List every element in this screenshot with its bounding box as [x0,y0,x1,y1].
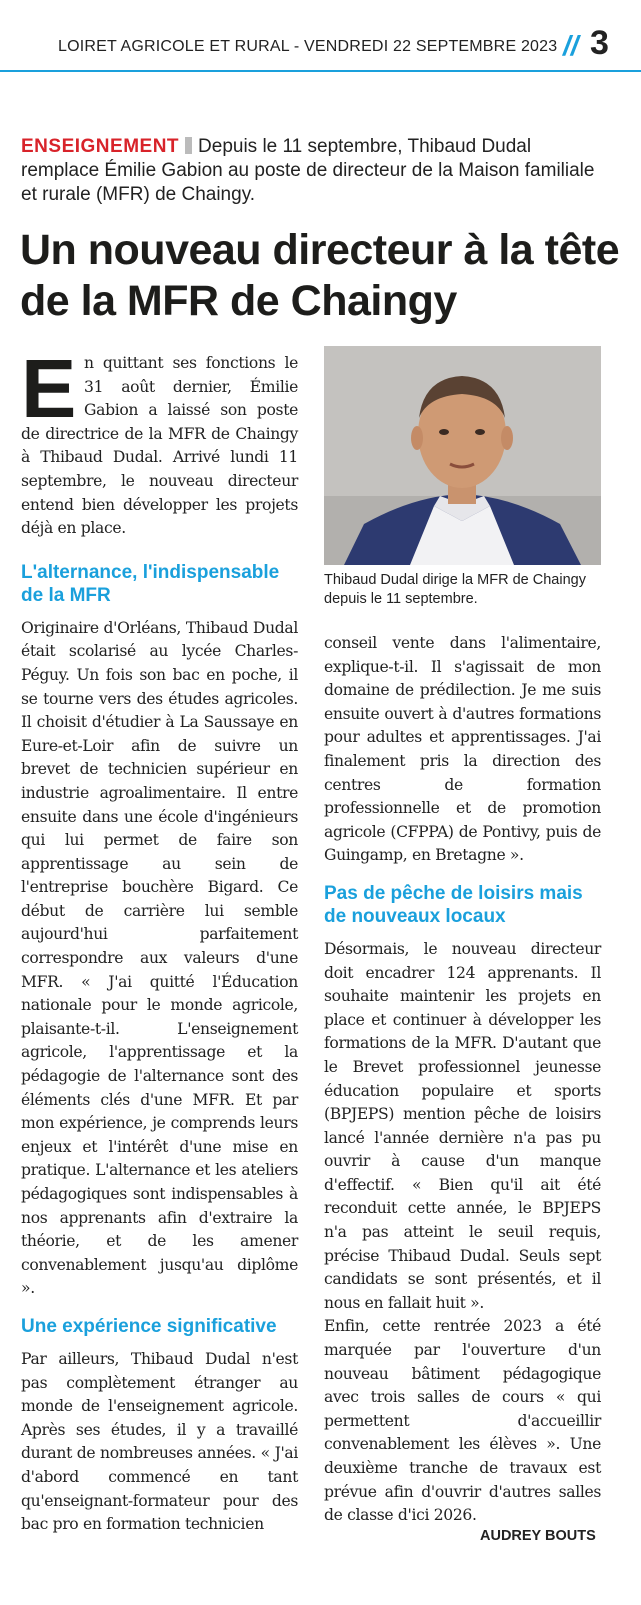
kicker [21,135,611,207]
kicker-text: Depuis le 11 septembre, Thibaud Dudal remplace Émilie Gabion au poste de directeur de la Maison familiale et rurale (MFR) de Chaingy. [21,136,595,205]
page-header [0,0,641,74]
paragraph-experience: Par ailleurs, Thibaud Dudal n'est pas complètement étranger au monde de l'enseignement agricole. Après ses études, il y a travaillé durant de nombreuses années. « J'ai d'abord commencé en tant qu'enseignant-formateur pour des bac pro en formation technicien [21,1349,298,1534]
photo-block [324,346,601,609]
publication-line: LOIRET AGRICOLE ET RURAL - VENDREDI 22 SEPTEMBRE 2023 [58,38,558,55]
drop-cap: E [21,342,77,435]
intro-text: n quittant ses fonctions le 31 août dernier, Émilie Gabion a laissé son poste de directrice de la MFR de Chaingy à Thibaud Dudal. Arrivé lundi 11 septembre, le nouveau directeur entend bien développer les projets déjà en place. [21,354,298,538]
slash-ornament: // [563,30,579,61]
page-number: 3 [590,24,609,62]
left-column [21,342,298,1537]
portrait-illustration [324,346,601,565]
headline: Un nouveau directeur à la tête de la MFR de Chaingy [20,226,620,325]
subheading-peche: Pas de pêche de loisirs mais de nouveaux locaux [324,882,583,927]
paragraph-peche-2: Enfin, cette rentrée 2023 a été marquée par l'ouverture d'un nouveau bâtiment pédagogique avec trois salles de cours « qui permettent d'accueillir convenablement les élèves ». Une deuxième tranche de travaux est prévue afin d'ouvrir d'autres salles de classe d'ici 2026. [324,1317,601,1525]
author-signature: AUDREY BOUTS [480,1528,596,1544]
paragraph-experience-continued: conseil vente dans l'alimentaire, explique-t-il. Il s'agissait de mon domaine de prédilection. Je me suis ensuite ouvert à d'autres formations pour adultes et apprentissages. J'ai finalement pris la direction des centres de formation professionnelle et de promotion agricole (CFPPA) de Pontivy, puis de Guingamp, en Bretagne ». [324,634,601,865]
subheading-experience: Une expérience significative [21,1315,277,1337]
subheading-alternance: L'alternance, l'indispensable de la MFR [21,561,280,606]
paragraph-peche-1: Désormais, le nouveau directeur doit encadrer 124 apprenants. Il souhaite maintenir les projets en place et continuer à développer les formations de la MFR. D'autant que le Brevet professionnel jeunesse éducation populaire et sports (BPJEPS) mention pêche de loisirs lancé l'année dernière n'a pas pu ouvrir à cause d'un manque d'effectif. « Bien qu'il ait été reconduit cette année, le BPJEPS n'a pas atteint le seuil requis, précise Thibaud Dudal. Seuls sept candidats se sont présentés, et il nous en fallait huit ». [324,939,601,1312]
photo-caption: Thibaud Dudal dirige la MFR de Chaingy depuis le 11 septembre. [324,572,586,607]
kicker-separator [185,137,192,154]
portrait-photo [324,346,601,565]
header-rule [0,70,641,72]
kicker-label: ENSEIGNEMENT [21,136,180,157]
right-column [324,632,601,1528]
intro-paragraph [21,342,298,541]
paragraph-alternance: Originaire d'Orléans, Thibaud Dudal était scolarisé au lycée Charles-Péguy. Un fois son bac en poche, il se tourne vers des études agricoles. Il choisit d'étudier à La Saussaye en Eure-et-Loir afin de suivre un brevet de technicien supérieur en industrie agroalimentaire. Il entre ensuite dans une école d'ingénieurs qui lui permet de faire son apprentissage au sein de l'entreprise bouchère Bigard. Ce début de carrière lui semble aujourd'hui parfaitement correspondre aux valeurs d'une MFR. « J'ai quitté l'Éducation nationale pour le monde agricole, plaisante-t-il. L'enseignement agricole, l'apprentissage et la pédagogie de l'alternance sont des éléments clés d'une MFR. Et par mon expérience, je comprends leurs enjeux et l'intérêt d'une mise en pratique. L'alternance et les ateliers pédagogiques sont indispensables à nos apprenants afin d'extraire la théorie, et de les amener convenablement jusqu'au diplôme ». [21,618,298,1298]
